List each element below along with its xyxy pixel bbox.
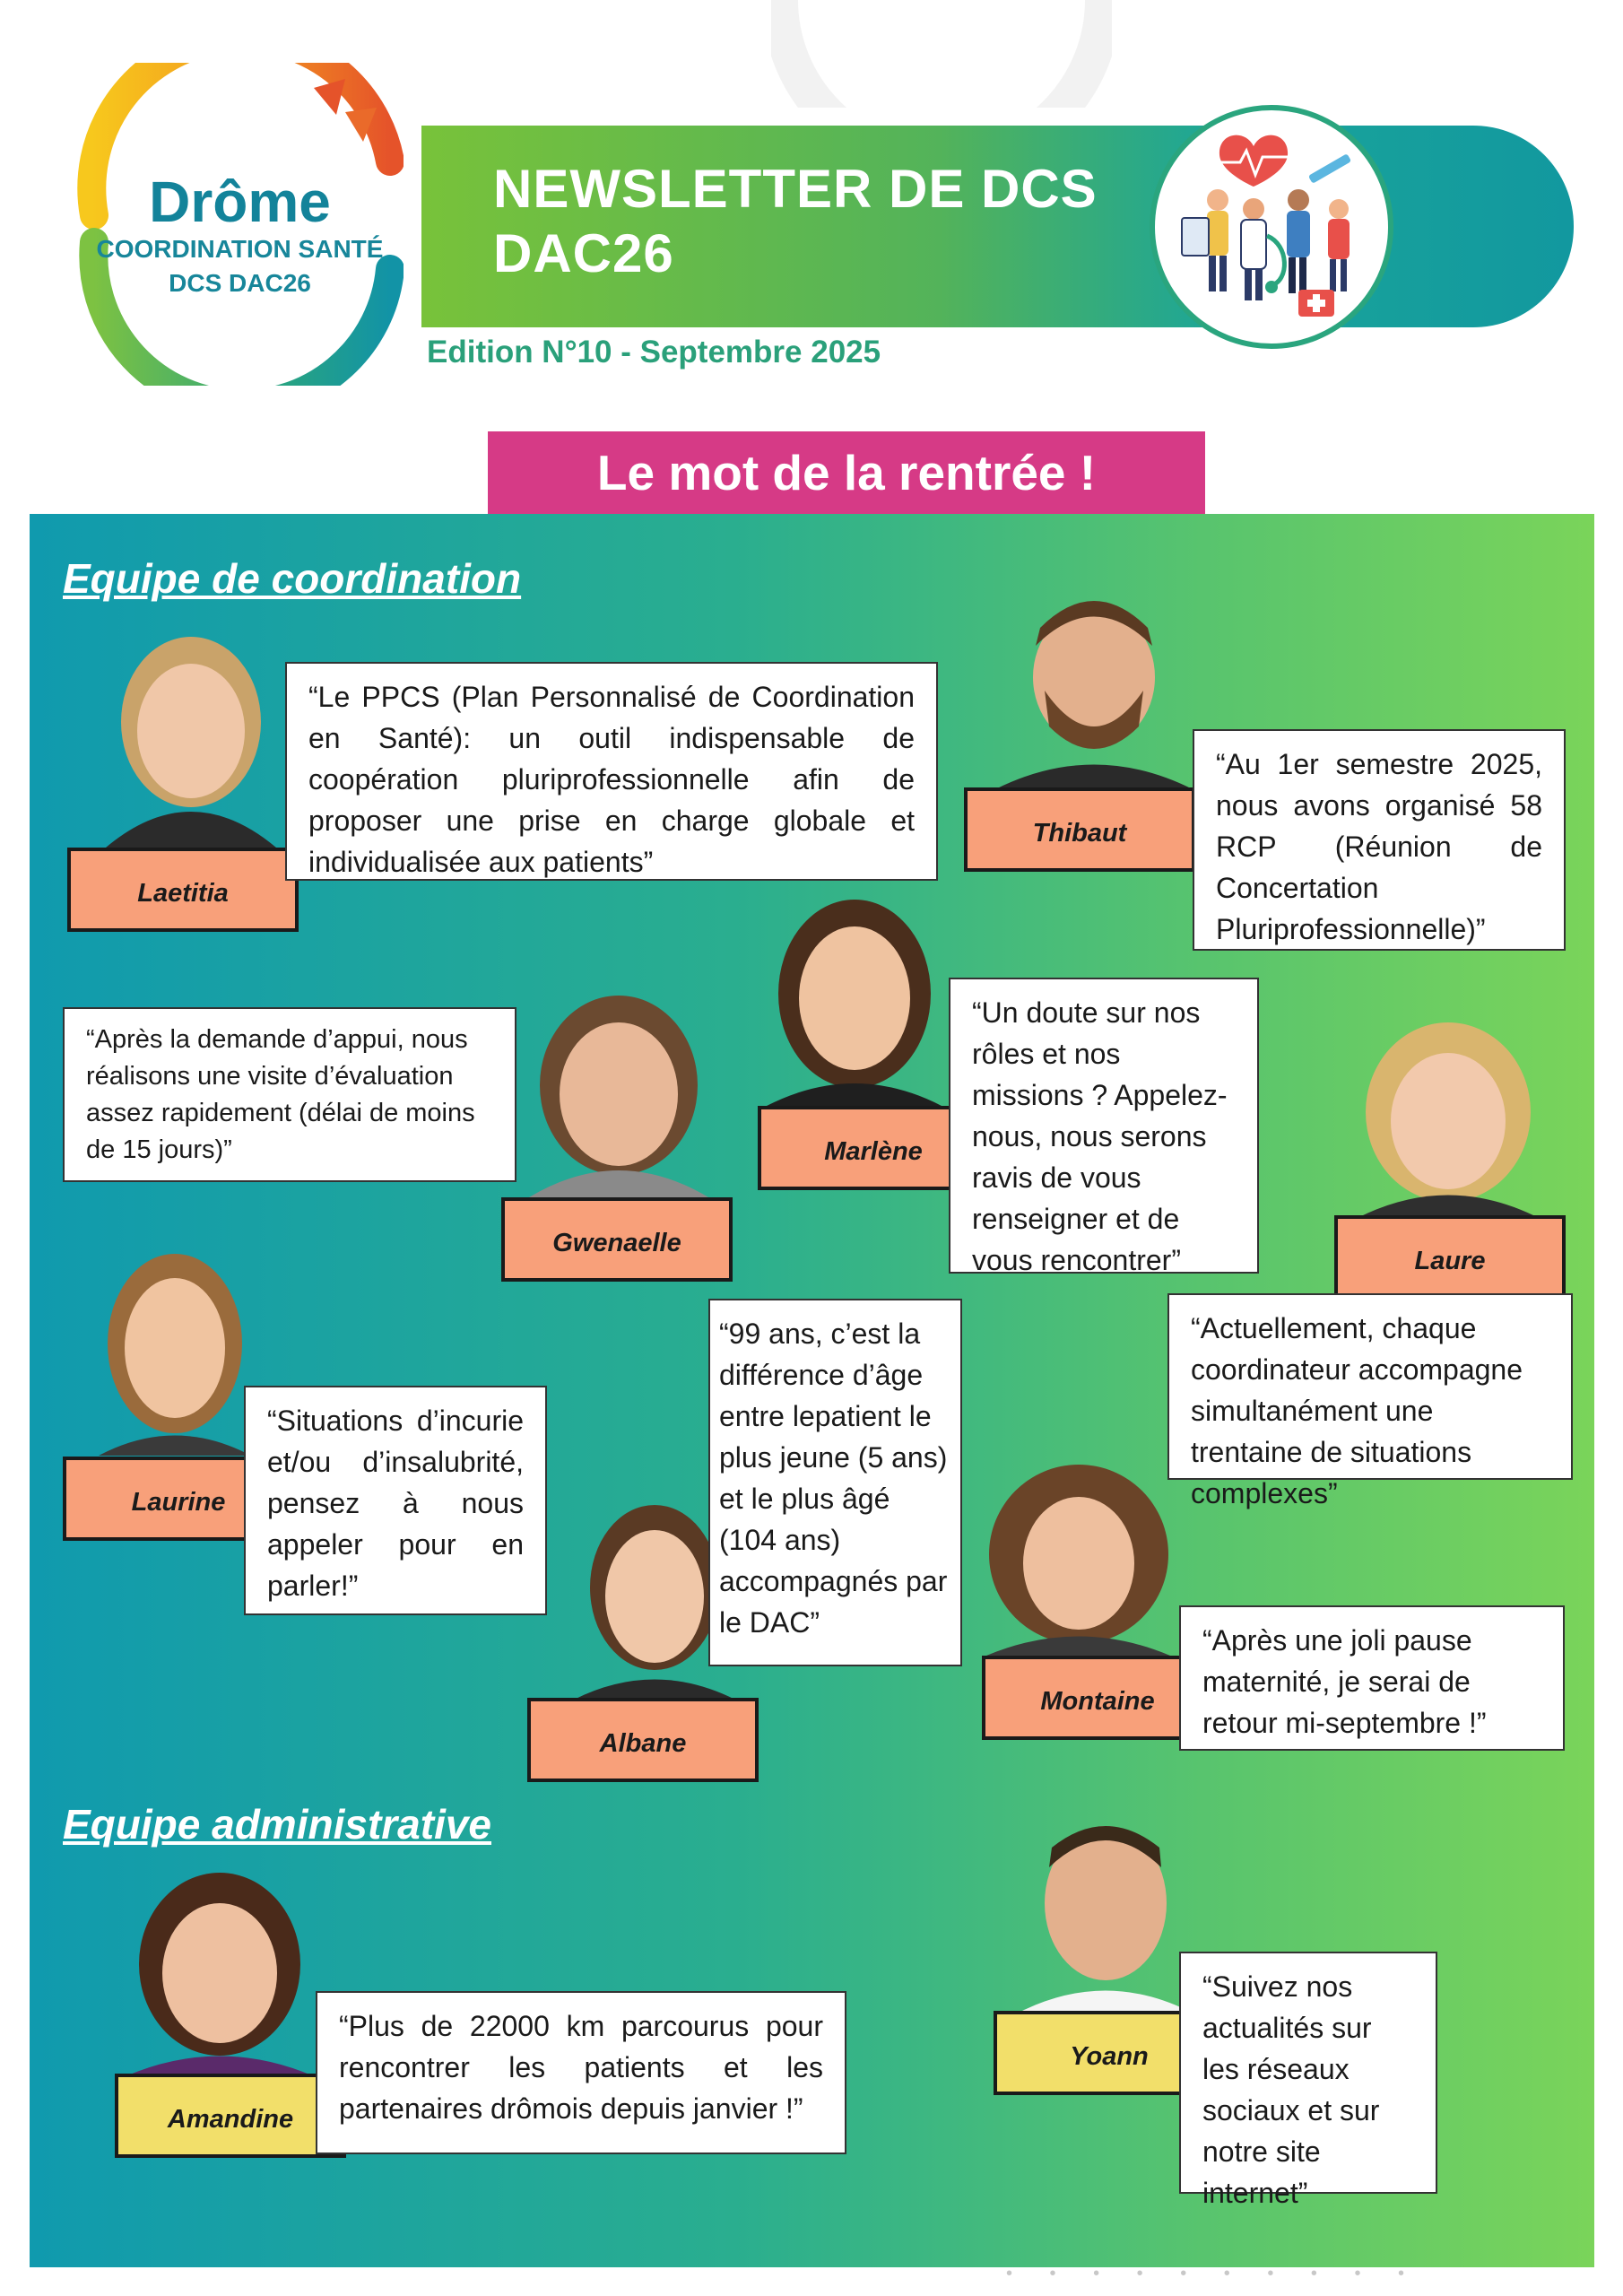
member-tag-laetitia: Laetitia xyxy=(67,848,299,932)
coordination-heading: Equipe de coordination xyxy=(63,555,522,602)
logo-org: DCS DAC26 xyxy=(169,269,311,297)
quote-bubble-yoann: “Suivez nos actualités sur les réseaux sociaux et sur notre site internet” xyxy=(1179,1952,1437,2194)
quote-bubble-marlene: “Un doute sur nos rôles et nos missions ? Appelez-nous, nous serons ravis de vous renseigner et de vous rencontrer” xyxy=(949,978,1259,1274)
newsletter-title xyxy=(493,157,1175,286)
member-photo-thibaut xyxy=(995,592,1193,789)
quote-bubble-laure: “Actuellement, chaque coordinateur accompagne simultanément une trentaine de situations complexes” xyxy=(1167,1293,1573,1480)
member-photo-yoann xyxy=(1018,1805,1193,2011)
quote-bubble-thibaut: “Au 1er semestre 2025, nous avons organisé 58 RCP (Réunion de Concertation Pluriprofessionnelle)” xyxy=(1193,729,1566,951)
quote-bubble-montaine: “Après une joli pause maternité, je serai de retour mi-septembre !” xyxy=(1179,1605,1565,1751)
quote-bubble-albane: “99 ans, c’est la différence d’âge entre lepatient le plus jeune (5 ans) et le plus âgé (104 ans) accompagnés par le DAC” xyxy=(708,1299,962,1666)
member-tag-laure: Laure xyxy=(1334,1215,1566,1300)
logo-subtitle: COORDINATION SANTÉ xyxy=(96,235,384,263)
logo-title: Drôme xyxy=(149,170,331,234)
member-photo-laurine xyxy=(94,1245,256,1456)
member-tag-marlene: Marlène xyxy=(758,1106,989,1190)
healthcare-team-icon xyxy=(1150,105,1393,349)
newsletter-title-line2: DAC26 xyxy=(493,223,674,283)
member-photo-marlene xyxy=(758,891,950,1106)
member-tag-montaine: Montaine xyxy=(982,1656,1213,1740)
administrative-heading: Equipe administrative xyxy=(63,1801,492,1848)
edition-label: Edition N°10 - Septembre 2025 xyxy=(427,335,881,370)
quote-bubble-gwenaelle: “Après la demande d’appui, nous réalisons une visite d’évaluation assez rapidement (délai de moins de 15 jours)” xyxy=(63,1007,516,1182)
member-tag-laurine: Laurine xyxy=(63,1457,294,1541)
quote-bubble-laurine: “Situations d’incurie et/ou d’insalubrité, pensez à nous appeler pour en parler!” xyxy=(244,1386,547,1615)
member-photo-gwenaelle xyxy=(511,982,726,1197)
newsletter-title-line1: NEWSLETTER DE DCS xyxy=(493,159,1098,219)
member-photo-laetitia xyxy=(97,619,285,848)
member-tag-amandine: Amandine xyxy=(115,2074,346,2158)
member-photo-amandine xyxy=(117,1861,323,2076)
member-tag-gwenaelle: Gwenaelle xyxy=(501,1197,733,1282)
decorative-dots: • • • • • • • • • • xyxy=(1006,2264,1421,2283)
logo xyxy=(76,63,404,386)
quote-bubble-laetitia: “Le PPCS (Plan Personnalisé de Coordination en Santé): un outil indispensable de coopération pluriprofessionnelle afin de proposer une prise en charge globale et individualisée aux patients” xyxy=(285,662,938,881)
section-title: Le mot de la rentrée ! xyxy=(596,445,1097,500)
quote-bubble-amandine: “Plus de 22000 km parcourus pour rencontrer les patients et les partenaires drômois depuis janvier !” xyxy=(316,1991,846,2154)
member-tag-albane: Albane xyxy=(527,1698,759,1782)
member-photo-montaine xyxy=(973,1460,1184,1656)
member-photo-laure xyxy=(1350,1013,1547,1215)
member-tag-thibaut: Thibaut xyxy=(964,787,1195,872)
decorative-arc xyxy=(771,0,1112,108)
member-tag-yoann: Yoann xyxy=(994,2011,1225,2095)
